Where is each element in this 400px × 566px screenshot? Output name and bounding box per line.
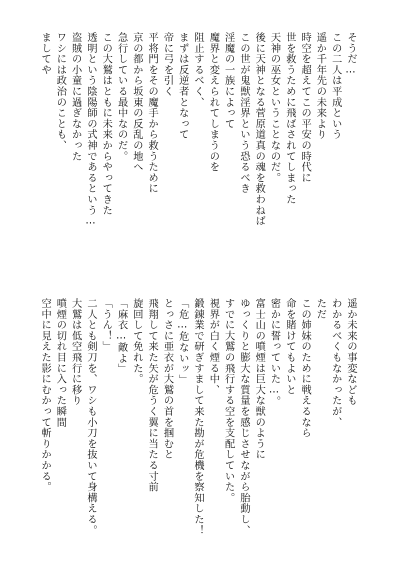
text-column: 命を賭けてもよいと xyxy=(283,298,295,396)
text-column: そうだ… xyxy=(345,32,356,76)
text-column: 阻止するべく、 xyxy=(192,32,204,108)
text-column: まずは反逆者となって xyxy=(176,32,188,140)
text-column: 京の都から坂東の反乱の地へ xyxy=(130,32,142,173)
text-column: 透明という陰陽師の式神であるという… xyxy=(84,32,96,228)
text-column: とっさに亜衣が大鷲の首を掴むと xyxy=(161,298,173,460)
text-column: 飛翔して来た矢が危うく翼に当たる寸前 xyxy=(146,298,158,493)
text-column: 平将門をその魔手から救うために xyxy=(146,32,158,194)
text-column: この世が鬼獣淫界という恐るべき xyxy=(237,32,249,194)
text-column: 密かに誓っていた…。 xyxy=(268,298,280,407)
text-column: 空中に見えた影にむかって斬りかかる。 xyxy=(39,298,51,493)
text-column: 旋回して免れた。 xyxy=(130,298,142,385)
text-column: 二人とも剣刀を、ワシも小刀を抜いて身構える。 xyxy=(84,298,96,536)
text-column: ただ xyxy=(314,298,326,320)
text-column: 後に天神となる菅原道真の魂を救わねば xyxy=(253,32,265,227)
text-column: 視界が白く煙る中、 xyxy=(207,298,219,396)
text-column: この姉妹のために戦えるなら xyxy=(299,298,311,439)
text-column: 魔界と変えられてしまうのを xyxy=(207,32,219,173)
text-column: わかるべくもなかったが、 xyxy=(329,298,341,428)
text-column: ワシには政治のことも、 xyxy=(54,32,66,151)
bottom-text-block xyxy=(37,298,358,534)
text-column: 富士山の噴煙は巨大な獣のように xyxy=(253,298,265,460)
text-column: 盗賊の小童に過ぎなかった xyxy=(69,32,81,162)
text-column: この大鷲はともに未来からやってきた xyxy=(100,32,112,216)
text-column: 淫魔の一族によって xyxy=(222,32,234,130)
text-column: ましてや xyxy=(39,32,51,76)
text-column: 大鷲は低空飛行に移り xyxy=(69,298,81,406)
text-column: 「麻衣…敵よ」 xyxy=(115,298,127,375)
text-column: 噴煙の切れ目に入った瞬間 xyxy=(54,298,66,428)
text-column: 遥か千年先の未来より xyxy=(314,32,326,140)
text-column: ゆっくりと膨大な質量を感じさせながら胎動し、 xyxy=(237,298,249,536)
text-column: 世を救うために飛ばされてしまった xyxy=(283,32,295,205)
text-column: 鍛錬業で研ぎすまして来た勘が危機を察知した！ xyxy=(192,298,204,536)
text-column: 時空を超えてこの平安の時代に xyxy=(299,32,311,184)
text-column: 急行している最中なのだ。 xyxy=(115,32,127,162)
top-text-block xyxy=(37,32,358,282)
text-column: 帝に弓を引く xyxy=(161,32,173,97)
text-column: 「うん！」 xyxy=(100,298,112,352)
text-column: この二人は平成という xyxy=(329,32,341,140)
text-column: 「危…危ないッ」 xyxy=(176,298,188,386)
text-column: すでに大鷲の飛行する空を支配していた。 xyxy=(222,298,234,504)
text-column: 天神の巫女ということなのだ。 xyxy=(268,32,280,184)
text-column: 遥か未来の事変なども xyxy=(345,298,356,406)
